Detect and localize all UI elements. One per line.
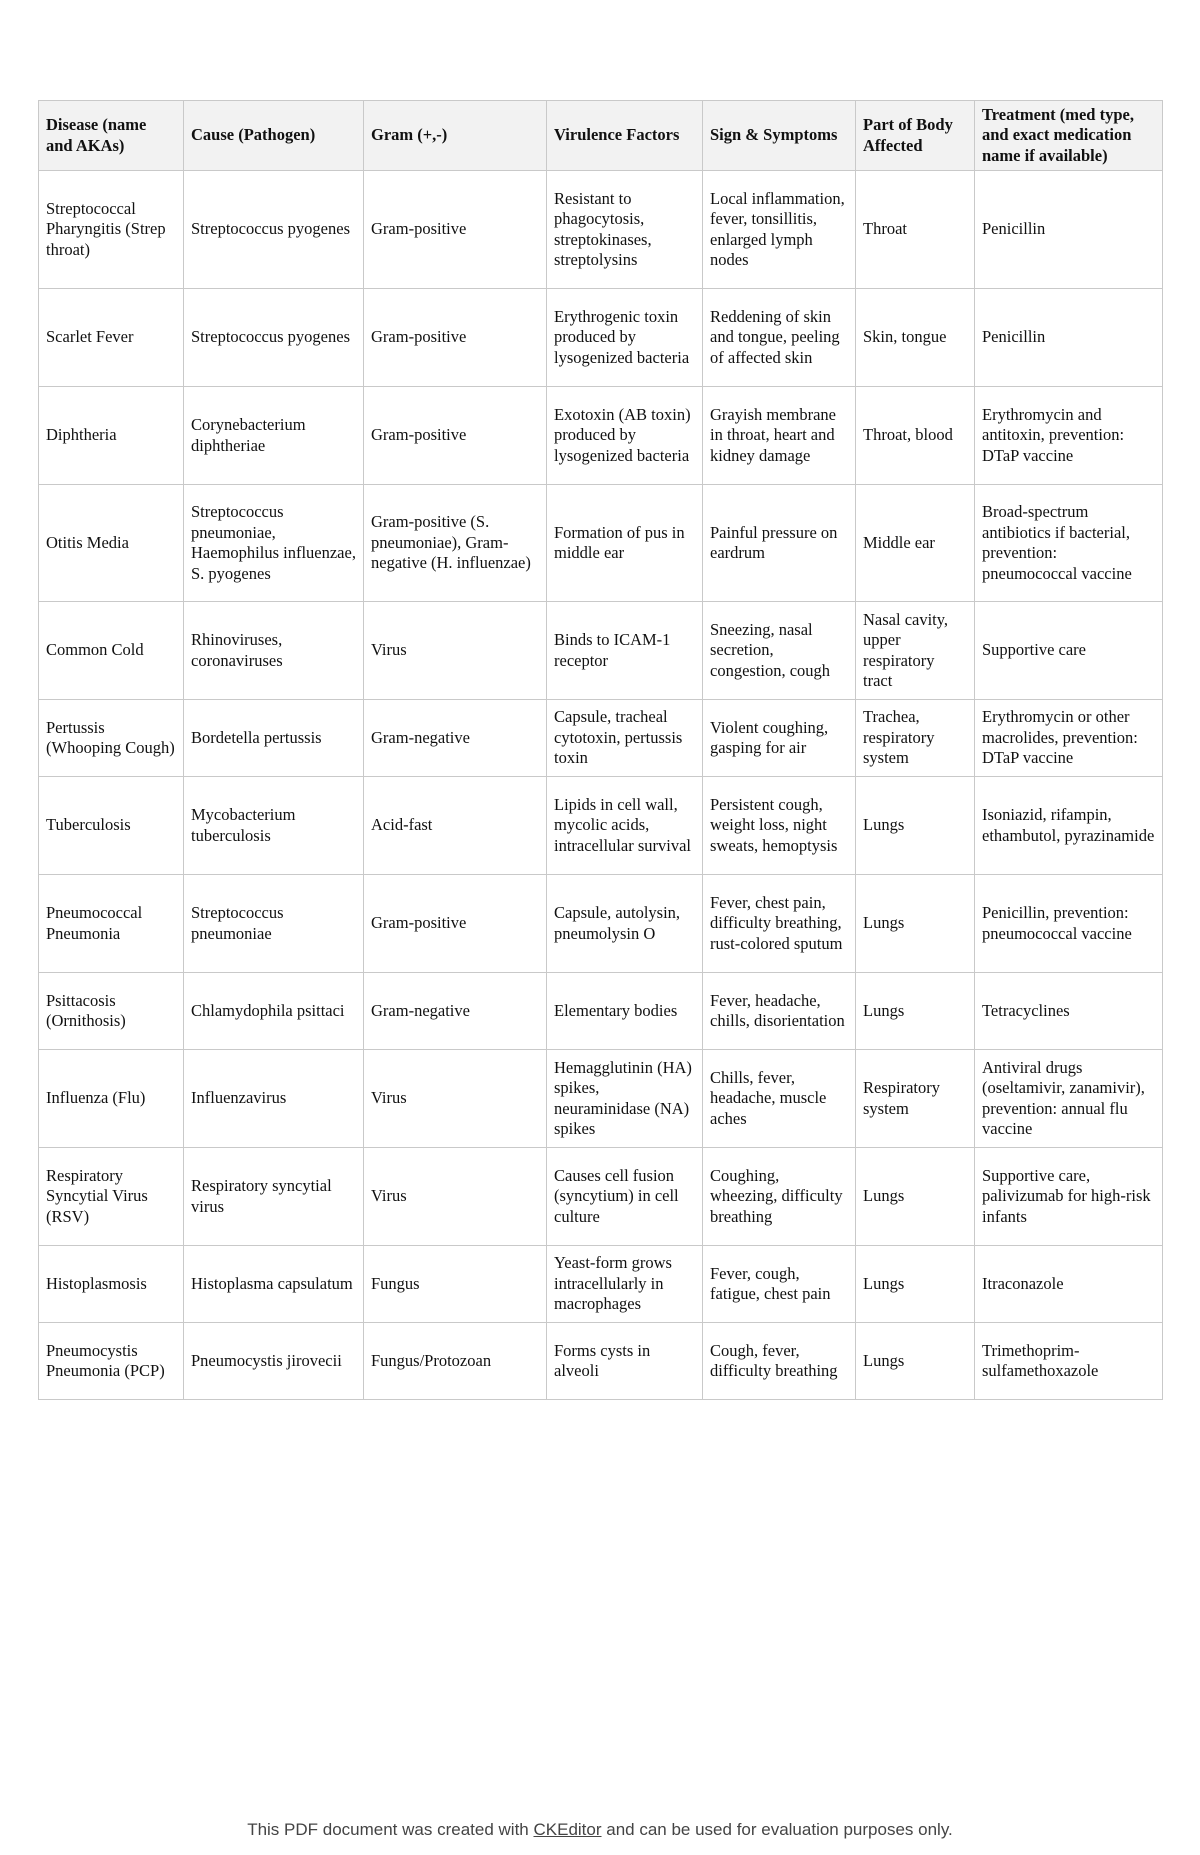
table-cell: Streptococcus pyogenes [184,289,364,387]
table-cell: Fungus [364,1246,547,1323]
table-cell: Exotoxin (AB toxin) produced by lysogenized bacteria [547,387,703,485]
table-cell: Pertussis (Whooping Cough) [39,700,184,777]
table-cell: Histoplasma capsulatum [184,1246,364,1323]
table-cell: Local inflammation, fever, tonsillitis, enlarged lymph nodes [703,171,856,289]
table-cell: Lungs [856,1323,975,1400]
table-cell: Gram-positive [364,875,547,973]
table-row [39,875,1163,973]
table-cell: Penicillin [975,171,1163,289]
table-cell: Fungus/Protozoan [364,1323,547,1400]
table-cell: Trimethoprim-sulfamethoxazole [975,1323,1163,1400]
table-cell: Virus [364,1050,547,1148]
table-cell: Lipids in cell wall, mycolic acids, intracellular survival [547,777,703,875]
table-cell: Respiratory syncytial virus [184,1148,364,1246]
table-cell: Sneezing, nasal secretion, congestion, cough [703,602,856,700]
table-cell: Gram-positive [364,387,547,485]
table-cell: Forms cysts in alveoli [547,1323,703,1400]
table-cell: Influenzavirus [184,1050,364,1148]
table-row [39,602,1163,700]
table-cell: Corynebacterium diphtheriae [184,387,364,485]
table-cell: Fever, cough, fatigue, chest pain [703,1246,856,1323]
table-cell: Skin, tongue [856,289,975,387]
table-cell: Hemagglutinin (HA) spikes, neuraminidase (NA) spikes [547,1050,703,1148]
table-row [39,485,1163,602]
disease-table [38,100,1163,1400]
table-cell: Tetracyclines [975,973,1163,1050]
table-row [39,777,1163,875]
table-cell: Pneumocystis Pneumonia (PCP) [39,1323,184,1400]
table-cell: Binds to ICAM-1 receptor [547,602,703,700]
table-cell: Otitis Media [39,485,184,602]
footer-prefix: This PDF document was created with [247,1820,529,1839]
table-cell: Trachea, respiratory system [856,700,975,777]
table-row [39,289,1163,387]
table-cell: Streptococcus pneumoniae [184,875,364,973]
table-cell: Painful pressure on eardrum [703,485,856,602]
table-cell: Streptococcus pneumoniae, Haemophilus influenzae, S. pyogenes [184,485,364,602]
table-cell: Psittacosis (Ornithosis) [39,973,184,1050]
footer-suffix: and can be used for evaluation purposes only. [606,1820,953,1839]
table-cell: Violent coughing, gasping for air [703,700,856,777]
column-header: Gram (+,-) [364,101,547,171]
table-row [39,171,1163,289]
table-row [39,973,1163,1050]
table-cell: Pneumocystis jirovecii [184,1323,364,1400]
table-cell: Supportive care [975,602,1163,700]
table-cell: Respiratory Syncytial Virus (RSV) [39,1148,184,1246]
table-cell: Coughing, wheezing, difficulty breathing [703,1148,856,1246]
column-header: Cause (Pathogen) [184,101,364,171]
table-cell: Itraconazole [975,1246,1163,1323]
table-cell: Middle ear [856,485,975,602]
table-row [39,700,1163,777]
table-cell: Common Cold [39,602,184,700]
table-cell: Lungs [856,1148,975,1246]
table-cell: Penicillin, prevention: pneumococcal vaccine [975,875,1163,973]
table-cell: Histoplasmosis [39,1246,184,1323]
ckeditor-link[interactable]: CKEditor [533,1820,602,1839]
table-row [39,1050,1163,1148]
table-cell: Virus [364,602,547,700]
table-cell: Lungs [856,777,975,875]
column-header: Part of Body Affected [856,101,975,171]
table-cell: Broad-spectrum antibiotics if bacterial, prevention: pneumococcal vaccine [975,485,1163,602]
table-cell: Gram-positive [364,171,547,289]
table-cell: Isoniazid, rifampin, ethambutol, pyrazinamide [975,777,1163,875]
table-cell: Capsule, tracheal cytotoxin, pertussis toxin [547,700,703,777]
column-header: Virulence Factors [547,101,703,171]
table-cell: Supportive care, palivizumab for high-risk infants [975,1148,1163,1246]
table-cell: Tuberculosis [39,777,184,875]
table-cell: Erythromycin and antitoxin, prevention: DTaP vaccine [975,387,1163,485]
table-cell: Yeast-form grows intracellularly in macrophages [547,1246,703,1323]
table-cell: Streptococcal Pharyngitis (Strep throat) [39,171,184,289]
table-cell: Influenza (Flu) [39,1050,184,1148]
table-cell: Lungs [856,1246,975,1323]
table-cell: Fever, chest pain, difficulty breathing, rust-colored sputum [703,875,856,973]
table-cell: Chlamydophila psittaci [184,973,364,1050]
table-cell: Gram-negative [364,700,547,777]
table-cell: Capsule, autolysin, pneumolysin O [547,875,703,973]
table-row [39,1323,1163,1400]
table-cell: Respiratory system [856,1050,975,1148]
table-cell: Bordetella pertussis [184,700,364,777]
table-row [39,387,1163,485]
table-cell: Elementary bodies [547,973,703,1050]
table-cell: Throat, blood [856,387,975,485]
table-cell: Virus [364,1148,547,1246]
table-cell: Erythrogenic toxin produced by lysogenized bacteria [547,289,703,387]
table-cell: Gram-negative [364,973,547,1050]
table-cell: Mycobacterium tuberculosis [184,777,364,875]
column-header: Treatment (med type, and exact medication name if available) [975,101,1163,171]
table-cell: Streptococcus pyogenes [184,171,364,289]
table-body [39,171,1163,1400]
table-cell: Gram-positive [364,289,547,387]
column-header: Disease (name and AKAs) [39,101,184,171]
table-cell: Acid-fast [364,777,547,875]
table-row [39,1246,1163,1323]
table-cell: Diphtheria [39,387,184,485]
table-cell: Lungs [856,973,975,1050]
table-cell: Pneumococcal Pneumonia [39,875,184,973]
column-header: Sign & Symptoms [703,101,856,171]
table-cell: Erythromycin or other macrolides, prevention: DTaP vaccine [975,700,1163,777]
table-cell: Scarlet Fever [39,289,184,387]
table-cell: Fever, headache, chills, disorientation [703,973,856,1050]
table-row [39,1148,1163,1246]
table-cell: Persistent cough, weight loss, night sweats, hemoptysis [703,777,856,875]
table-cell: Antiviral drugs (oseltamivir, zanamivir), prevention: annual flu vaccine [975,1050,1163,1148]
table-cell: Gram-positive (S. pneumoniae), Gram-negative (H. influenzae) [364,485,547,602]
table-cell: Throat [856,171,975,289]
table-cell: Penicillin [975,289,1163,387]
table-cell: Lungs [856,875,975,973]
table-cell: Chills, fever, headache, muscle aches [703,1050,856,1148]
evaluation-footer [0,1820,1200,1840]
table-cell: Cough, fever, difficulty breathing [703,1323,856,1400]
table-cell: Rhinoviruses, coronaviruses [184,602,364,700]
table-cell: Grayish membrane in throat, heart and kidney damage [703,387,856,485]
table-cell: Formation of pus in middle ear [547,485,703,602]
table-cell: Resistant to phagocytosis, streptokinases, streptolysins [547,171,703,289]
table-cell: Reddening of skin and tongue, peeling of affected skin [703,289,856,387]
table-cell: Nasal cavity, upper respiratory tract [856,602,975,700]
table-header-row [39,101,1163,171]
table-cell: Causes cell fusion (syncytium) in cell culture [547,1148,703,1246]
